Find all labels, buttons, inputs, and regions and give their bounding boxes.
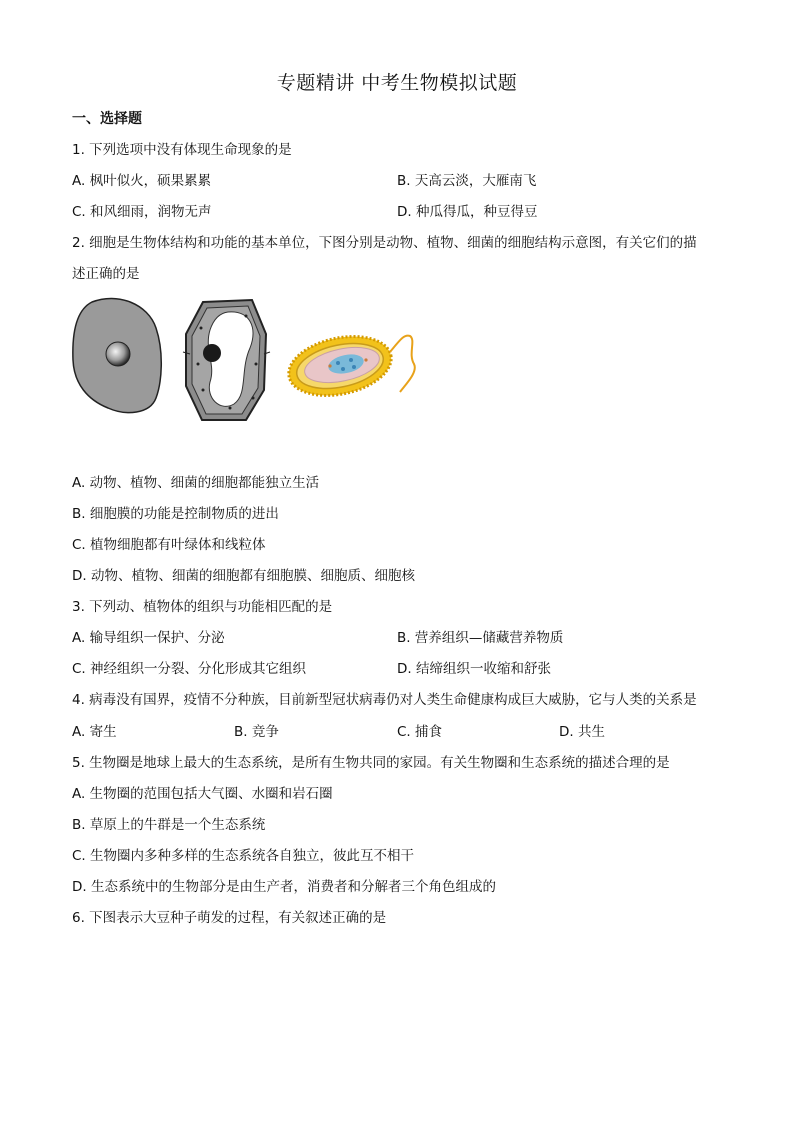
question-4-option-a: A. 寄生 <box>72 724 117 740</box>
question-2-stem-line-2: 述正确的是 <box>72 266 140 282</box>
page-title: 专题精讲 中考生物模拟试题 <box>276 72 518 94</box>
question-4-option-c: C. 捕食 <box>397 724 443 740</box>
question-3-option-b: B. 营养组织—储藏营养物质 <box>397 630 564 646</box>
question-4-option-d: D. 共生 <box>559 724 605 740</box>
question-2-stem-line-1: 2. 细胞是生物体结构和功能的基本单位，下图分别是动物、植物、细菌的细胞结构示意图，有关它们的描 <box>72 235 697 251</box>
question-4-option-b: B. 竞争 <box>234 724 279 740</box>
question-1-option-d: D. 种瓜得瓜，种豆得豆 <box>397 204 538 220</box>
question-3-option-d: D. 结缔组织一收缩和舒张 <box>397 661 551 677</box>
question-3-option-c: C. 神经组织一分裂、分化形成其它组织 <box>72 661 307 677</box>
question-2-option-d: D. 动物、植物、细菌的细胞都有细胞膜、细胞质、细胞核 <box>72 568 415 584</box>
question-5-option-b: B. 草原上的牛群是一个生态系统 <box>72 817 266 833</box>
question-4-stem: 4. 病毒没有国界，疫情不分种族，目前新型冠状病毒仍对人类生命健康构成巨大威胁，它与人类的关系是 <box>72 692 697 708</box>
question-1-option-c: C. 和风细雨，润物无声 <box>72 204 212 220</box>
question-3-option-a: A. 输导组织一保护、分泌 <box>72 630 225 646</box>
plant-cell-image <box>183 300 270 420</box>
question-6-stem: 6. 下图表示大豆种子萌发的过程，有关叙述正确的是 <box>72 910 387 926</box>
question-5-option-a: A. 生物圈的范围包括大气圈、水圈和岩石圈 <box>72 786 333 802</box>
section-heading: 一、选择题 <box>72 111 142 127</box>
question-5-stem: 5. 生物圈是地球上最大的生态系统，是所有生物共同的家园。有关生物圈和生态系统的描述合理的是 <box>72 755 670 771</box>
question-3-stem: 3. 下列动、植物体的组织与功能相匹配的是 <box>72 599 333 615</box>
question-1-stem: 1. 下列选项中没有体现生命现象的是 <box>72 142 292 158</box>
bacterium-cell-image <box>283 328 414 404</box>
question-5-option-d: D. 生态系统中的生物部分是由生产者，消费者和分解者三个角色组成的 <box>72 879 496 895</box>
cell-diagrams-figure <box>70 294 430 426</box>
question-2-option-c: C. 植物细胞都有叶绿体和线粒体 <box>72 537 266 553</box>
question-1-option-a: A. 枫叶似火，硕果累累 <box>72 173 212 189</box>
question-2-option-b: B. 细胞膜的功能是控制物质的进出 <box>72 506 279 522</box>
question-1-option-b: B. 天高云淡，大雁南飞 <box>397 173 537 189</box>
animal-cell-image <box>73 298 161 412</box>
question-2-option-a: A. 动物、植物、细菌的细胞都能独立生活 <box>72 475 320 491</box>
question-5-option-c: C. 生物圈内多种多样的生态系统各自独立，彼此互不相干 <box>72 848 415 864</box>
